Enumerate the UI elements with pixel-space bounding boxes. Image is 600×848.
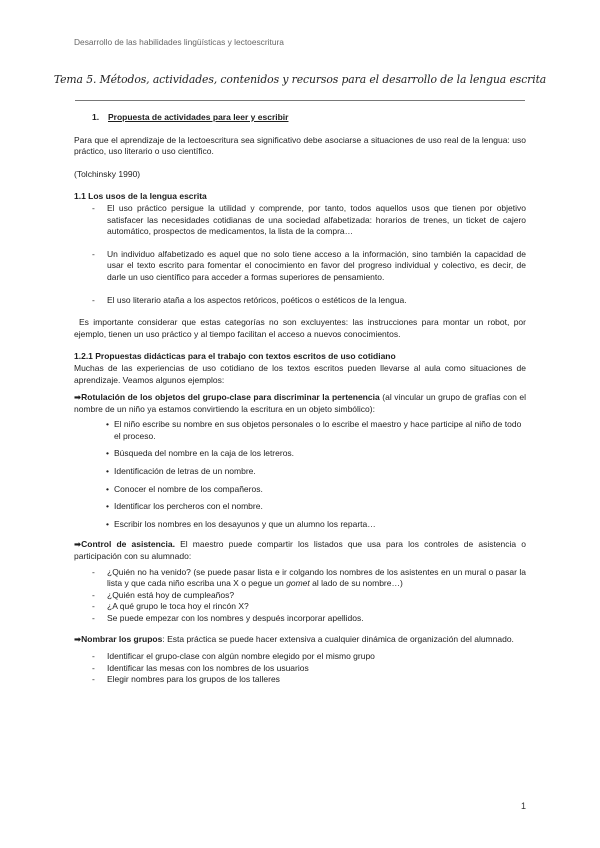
citation: (Tolchinsky 1990) <box>74 168 141 179</box>
list-item: - ¿A qué grupo le toca hoy el rincón X? <box>92 601 249 612</box>
note-paragraph: Es importante considerar que estas categorías no son excluyentes: las instrucciones para montar un robot, por ejemplo, tienen un uso práctico y al tiempo facilitan el acceso a nuevos conocimientos. <box>74 317 526 339</box>
section-1-1-heading: 1.1 Los usos de la lengua escrita <box>74 191 207 202</box>
list-item: - El uso literario ataña a los aspectos retóricos, poéticos o estéticos de la lengua. <box>92 294 407 305</box>
title-divider <box>75 100 525 101</box>
section-intro: Muchas de las experiencias de uso cotidiano de los textos escritos pueden llevarse al aula como situaciones de aprendizaje. Veamos algunos ejemplos: <box>74 362 526 385</box>
list-item: • Escribir los nombres en los desayunos y que un alumno los reparta… <box>106 518 376 529</box>
asistencia-paragraph: ➡Control de asistencia. El maestro puede compartir los listados que usa para los controles de asistencia o participación con su alumnado: <box>74 539 526 562</box>
list-item: - ¿Quién no ha venido? (se puede pasar lista e ir colgando los nombres de los asistentes en un mural o pasar la lista y que cada niño escriba una X o pegue un gomet al lado de su nombre…) <box>92 566 526 589</box>
list-item: • Búsqueda del nombre en la caja de los letreros. <box>106 448 295 459</box>
list-item: - Un individuo alfabetizado es aquel que no solo tiene acceso a la información, sino también la capacidad de usar el texto escrito para fomentar el conocimiento en favor del progreso individual y colectivo, es decir, de darle un uso científico para acceder a formas superiores de pensamiento. <box>92 248 526 282</box>
list-item: - El uso práctico persigue la utilidad y comprende, por tanto, todos aquellos usos que tienen por objetivo satisfacer las necesidades cotidianas de una sociedad alfabetizada: horarios de trenes, un ticket de cajero automático, prospectos de medicamentos, la lista de la compra… <box>92 202 526 237</box>
document-body <box>74 110 526 686</box>
section-1-2-1-heading: 1.2.1 Propuestas didácticas para el trabajo con textos escritos de uso cotidiano <box>74 351 396 362</box>
list-item: • Identificación de letras de un nombre. <box>106 466 256 477</box>
list-item: - Identificar las mesas con los nombres de los usuarios <box>92 662 309 673</box>
list-item: - ¿Quién está hoy de cumpleaños? <box>92 589 235 600</box>
list-item: - Elegir nombres para los grupos de los talleres <box>92 674 280 685</box>
list-item: • El niño escribe su nombre en sus objetos personales o lo escribe el maestro y hace participe al niño de todo el proceso. <box>106 419 522 441</box>
list-item: - Identificar el grupo-clase con algún nombre elegido por el mismo grupo <box>92 651 375 662</box>
page-number: 1 <box>520 801 526 811</box>
intro-paragraph: Para que el aprendizaje de la lectoescritura sea significativo debe asociarse a situaciones de uso real de la lengua: uso práctico, uso literario o uso científico. <box>74 134 526 157</box>
section-1-heading: 1. Propuesta de actividades para leer y escribir <box>92 112 289 122</box>
grupos-paragraph: ➡Nombrar los grupos: Esta práctica se puede hacer extensiva a cualquier dinámica de organización del alumnado. <box>74 633 514 644</box>
list-item: - Se puede empezar con los nombres y después incorporar apellidos. <box>92 613 364 623</box>
rotulacion-paragraph: ➡Rotulación de los objetos del grupo-clase para discriminar la pertenencia (al vincular un grupo de grafías con el nombre de un niño ya estamos convirtiendo la escritura en un objeto simbólico): <box>74 392 526 414</box>
document-title: Tema 5. Métodos, actividades, contenidos y recursos para el desarrollo de la lengua escrita <box>53 73 547 86</box>
list-item: • Conocer el nombre de los compañeros. <box>106 483 263 494</box>
list-item: • Identificar los percheros con el nombre. <box>106 501 263 512</box>
running-header: Desarrollo de las habilidades lingüísticas y lectoescritura <box>74 37 284 47</box>
